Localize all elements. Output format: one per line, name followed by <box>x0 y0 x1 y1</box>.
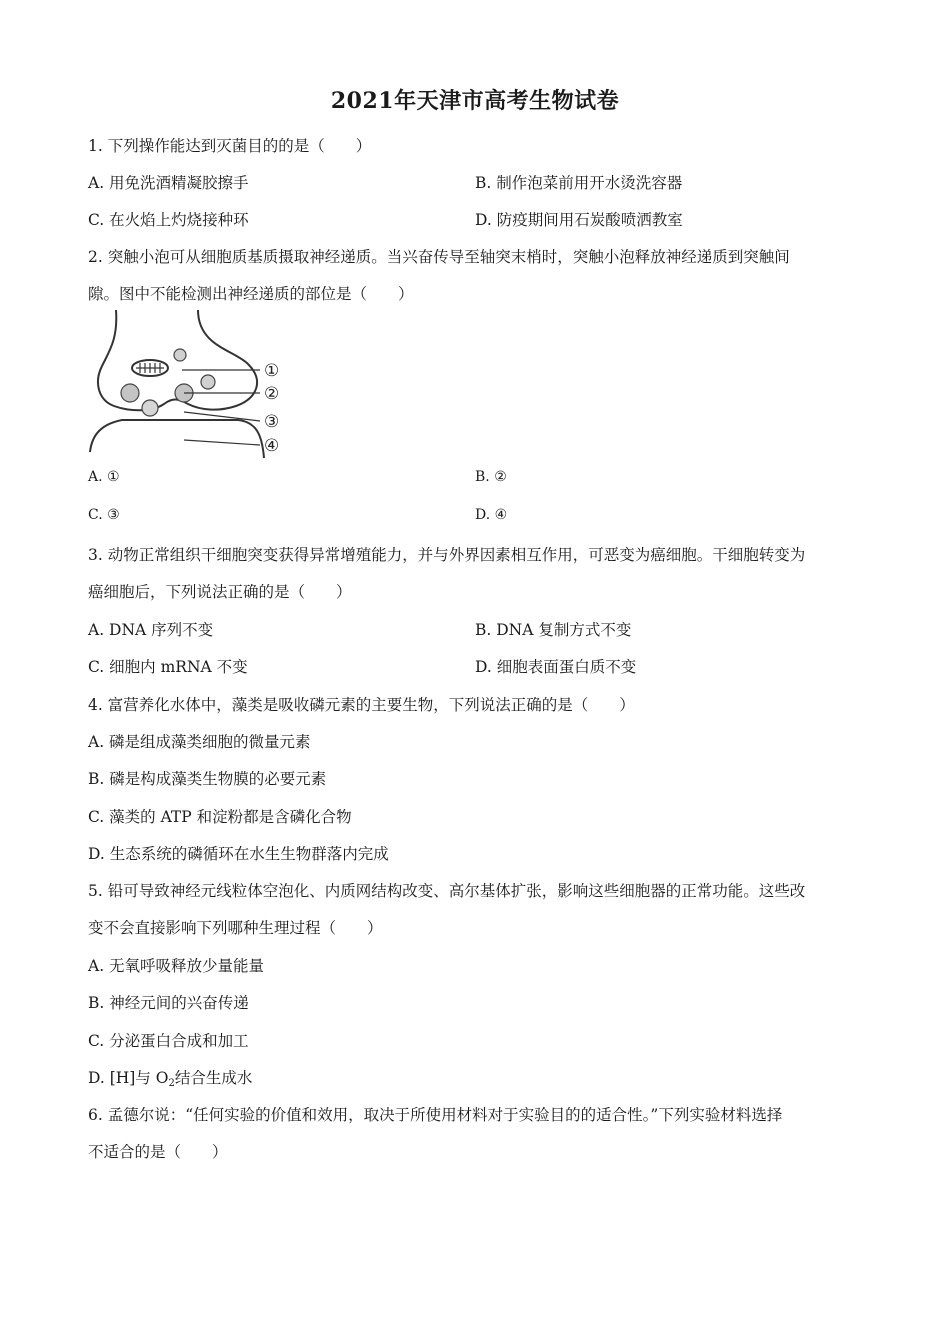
q5-option-d-suffix: 结合生成水 <box>174 1069 253 1087</box>
q6-stem-line2: 不适合的是（ ） <box>88 1143 228 1161</box>
releasing-vesicle <box>142 400 158 416</box>
synapse-diagram <box>88 308 298 460</box>
q1-option-b: B. 制作泡菜前用开水烫洗容器 <box>475 174 683 192</box>
q3-stem-line2: 癌细胞后，下列说法正确的是（ ） <box>88 583 352 601</box>
q5-option-c: C. 分泌蛋白合成和加工 <box>88 1032 249 1050</box>
q1-option-c: C. 在火焰上灼烧接种环 <box>88 211 249 229</box>
q3-stem-line1: 3. 动物正常组织干细胞突变获得异常增殖能力，并与外界因素相互作用，可恶变为癌细胞。干细胞转变为 <box>88 546 806 564</box>
q1-stem: 1. 下列操作能达到灭菌目的的是（ ） <box>88 137 372 155</box>
q5-option-d-prefix: D. [H]与 O <box>88 1069 169 1087</box>
q4-option-a: A. 磷是组成藻类细胞的微量元素 <box>88 733 311 751</box>
q5-option-d <box>88 1066 252 1089</box>
q5-option-a: A. 无氧呼吸释放少量能量 <box>88 957 265 975</box>
q2-option-a: A. ① <box>88 469 120 485</box>
q2-option-b: B. ② <box>475 469 507 485</box>
postsynaptic-membrane <box>90 420 264 458</box>
q1-option-a: A. 用免洗酒精凝胶擦手 <box>88 174 249 192</box>
figure-label-3: ③ <box>264 412 280 432</box>
q4-stem: 4. 富营养化水体中，藻类是吸收磷元素的主要生物，下列说法正确的是（ ） <box>88 696 635 714</box>
q3-option-d: D. 细胞表面蛋白质不变 <box>475 658 637 676</box>
q2-stem-line2: 隙。图中不能检测出神经递质的部位是（ ） <box>88 285 414 303</box>
q3-option-a: A. DNA 序列不变 <box>88 621 214 639</box>
figure-label-2: ② <box>264 384 280 404</box>
mitochondrion-cristae <box>136 363 164 373</box>
figure-label-1: ① <box>264 361 280 381</box>
q2-stem-line1: 2. 突触小泡可从细胞质基质摄取神经递质。当兴奋传导至轴突末梢时，突触小泡释放神经递质到突触间 <box>88 248 790 266</box>
q3-option-b: B. DNA 复制方式不变 <box>475 621 632 639</box>
synapse-svg <box>88 308 298 460</box>
q6-stem-line1: 6. 孟德尔说：“任何实验的价值和效用，取决于所使用材料对于实验目的的适合性。”下列实验材料选择 <box>88 1106 783 1124</box>
vesicle <box>174 349 186 361</box>
q5-option-b: B. 神经元间的兴奋传递 <box>88 994 249 1012</box>
vesicle <box>201 375 215 389</box>
exam-title: 2021年天津市高考生物试卷 <box>330 88 620 114</box>
q1-option-d: D. 防疫期间用石炭酸喷洒教室 <box>475 211 683 229</box>
q2-option-d: D. ④ <box>475 507 508 523</box>
label-line-4 <box>184 440 260 445</box>
q5-stem-line1: 5. 铅可导致神经元线粒体空泡化、内质网结构改变、高尔基体扩张，影响这些细胞器的正常功能。这些改 <box>88 882 806 900</box>
q5-stem-line2: 变不会直接影响下列哪种生理过程（ ） <box>88 919 383 937</box>
vesicle <box>121 384 139 402</box>
q4-option-b: B. 磷是构成藻类生物膜的必要元素 <box>88 770 327 788</box>
q4-option-d: D. 生态系统的磷循环在水生生物群落内完成 <box>88 845 389 863</box>
q4-option-c: C. 藻类的 ATP 和淀粉都是含磷化合物 <box>88 808 352 826</box>
q2-option-c: C. ③ <box>88 507 120 523</box>
q3-option-c: C. 细胞内 mRNA 不变 <box>88 658 248 676</box>
figure-label-4: ④ <box>264 436 280 456</box>
q5-option-d-subscript: 2 <box>168 1078 175 1089</box>
